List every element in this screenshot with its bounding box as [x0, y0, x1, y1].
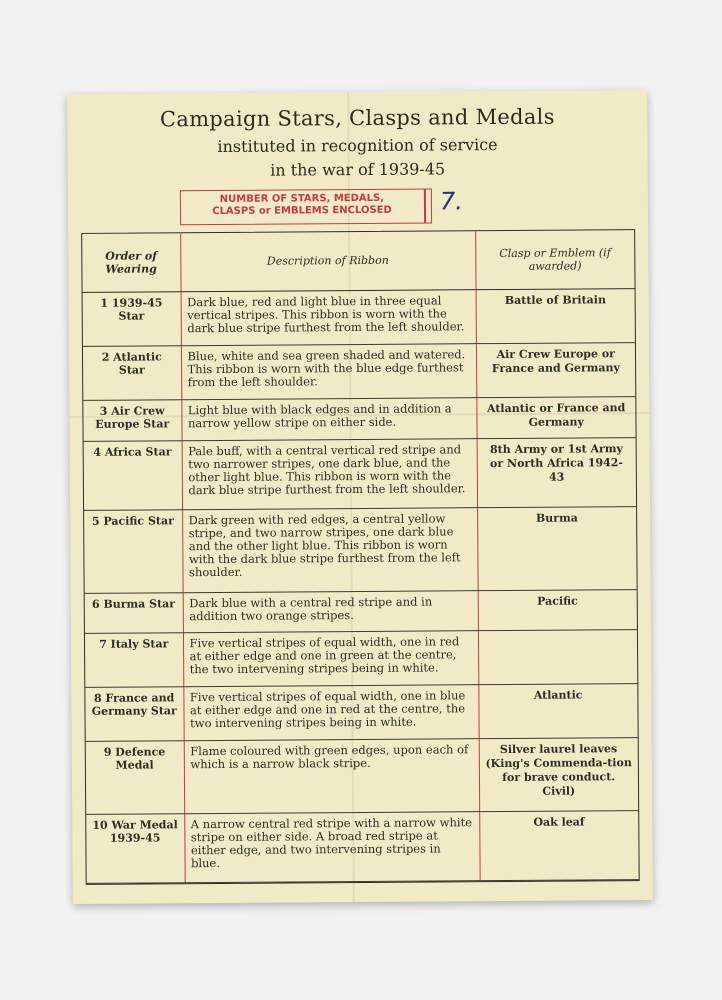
table-row	[83, 288, 635, 346]
enclosed-count-box	[180, 188, 432, 225]
header-clasp: Clasp or Emblem (if awarded)	[475, 230, 634, 289]
count-box-divider	[424, 190, 426, 223]
header-order: Order of Wearing	[82, 233, 180, 292]
document-title: Campaign Stars, Clasps and Medals	[159, 104, 555, 132]
row-clasp: 8th Army or 1st Army or North Africa 1942-43	[477, 438, 636, 508]
row-description: Five vertical stripes of equal width, one in blue at either edge and one in red at the centre, the two intervening stripes being in white.	[183, 685, 478, 741]
row-description: A narrow central red stripe with a narrow white stripe on either side. A broad red stripe at either edge, and two intervening stripes in blue.	[184, 812, 479, 883]
row-description: Pale buff, with a central vertical red stripe and two narrower stripes, one dark blue, and the other light blue. This ribbon is worn with the dark blue stripe furthest from the left shoulder.	[182, 439, 477, 510]
row-order: 8 France and Germany Star	[85, 687, 183, 742]
row-clasp: Pacific	[478, 590, 637, 631]
row-order: 7 Italy Star	[85, 633, 183, 688]
medals-table	[81, 229, 640, 885]
table-row	[84, 507, 637, 594]
row-order: 5 Pacific Star	[84, 510, 183, 594]
table-row	[86, 738, 638, 815]
document-sheet	[67, 90, 653, 904]
row-description: Dark blue, red and light blue in three equal vertical stripes. This ribbon is worn with the dark blue stripe furthest from the left shoulder.	[181, 289, 476, 345]
row-description: Dark green with red edges, a central yellow stripe, and two narrow stripes, one dark blue and the other light blue. This ribbon is worn with the dark blue stripe furthest from the left shoulder.	[182, 508, 478, 593]
table-row	[83, 396, 635, 442]
table-row	[86, 811, 638, 884]
row-order: 4 Africa Star	[84, 441, 182, 510]
row-description: Flame coloured with green edges, upon each of which is a narrow black stripe.	[184, 739, 480, 814]
row-description: Light blue with black edges and in addition a narrow yellow stripe on either side.	[181, 397, 476, 441]
row-order: 1 1939-45 Star	[83, 291, 181, 346]
table-row	[85, 629, 637, 687]
enclosed-count-label: NUMBER OF STARS, MEDALS, CLASPS or EMBLEMS ENCLOSED	[212, 192, 392, 218]
row-description: Five vertical stripes of equal width, one in red at either edge and one in green at the centre, the two intervening stripes being in white.	[183, 631, 478, 687]
table-header-row	[82, 230, 634, 292]
row-clasp: Silver laurel leaves (King's Commenda-tion for brave conduct. Civil)	[479, 738, 639, 812]
row-order: 6 Burma Star	[85, 593, 183, 633]
row-clasp: Oak leaf	[479, 811, 638, 881]
row-order: 3 Air Crew Europe Star	[83, 399, 181, 441]
table-row	[84, 438, 636, 511]
row-clasp: Battle of Britain	[476, 288, 635, 343]
row-clasp: Air Crew Europe or France and Germany	[476, 342, 635, 397]
row-order: 2 Atlantic Star	[83, 345, 181, 400]
row-order: 9 Defence Medal	[86, 741, 185, 815]
row-clasp: Burma	[477, 507, 637, 591]
row-description: Dark blue with a central red stripe and in addition two orange stripes.	[183, 591, 478, 632]
row-description: Blue, white and sea green shaded and watered. This ribbon is worn with the blue edge furthest from the left shoulder.	[181, 343, 476, 399]
row-clasp: Atlantic	[478, 683, 637, 738]
header-description: Description of Ribbon	[180, 231, 475, 291]
table-row	[85, 683, 637, 741]
table-row	[85, 590, 637, 633]
row-clasp	[478, 629, 637, 684]
table-row	[83, 342, 635, 400]
document-subtitle-line1: instituted in recognition of service	[217, 135, 498, 156]
enclosed-count-value: 7.	[439, 187, 463, 216]
document-subtitle-line2: in the war of 1939-45	[270, 159, 446, 180]
row-clasp: Atlantic or France and Germany	[476, 396, 635, 439]
row-order: 10 War Medal 1939-45	[86, 814, 184, 883]
